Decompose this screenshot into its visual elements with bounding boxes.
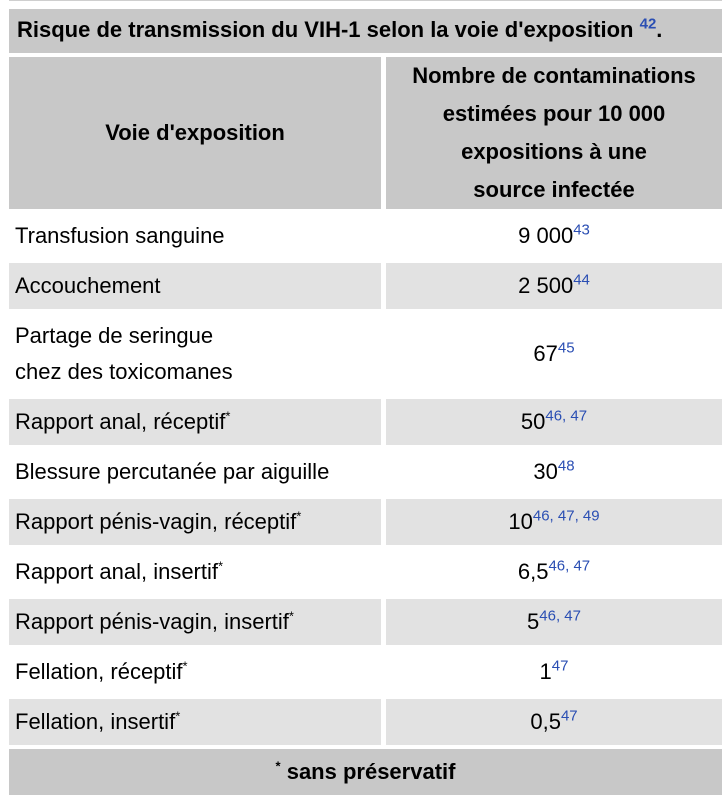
table-row	[9, 649, 722, 695]
footer-row	[9, 749, 722, 795]
table-row	[9, 213, 722, 259]
reference-link[interactable]: 44	[573, 271, 590, 289]
footnote-text: sans préservatif	[286, 759, 456, 784]
caption-reference-link[interactable]: 42	[639, 15, 657, 33]
value-text: 6,5	[517, 559, 549, 584]
reference-link[interactable]: 47	[551, 657, 569, 675]
route-label-line: chez des toxicomanes	[15, 359, 233, 384]
reference-link[interactable]: 46, 47	[539, 607, 581, 625]
asterisk-note: *	[296, 508, 302, 524]
route-label: Rapport pénis-vagin, insertif	[15, 609, 289, 634]
value-text: 30	[533, 459, 558, 484]
reference-link[interactable]: 47	[560, 707, 578, 725]
value-text: 10	[508, 509, 533, 534]
contamination-value	[381, 599, 722, 645]
route-label: Accouchement	[15, 273, 161, 298]
value-text: 2 500	[518, 273, 574, 298]
contamination-value	[381, 213, 722, 259]
caption-text: Risque de transmission du VIH-1 selon la voie d'exposition	[17, 17, 634, 42]
contamination-value	[381, 263, 722, 309]
exposure-route	[9, 213, 381, 259]
footnote	[9, 749, 722, 795]
exposure-route	[9, 263, 381, 309]
route-label: Transfusion sanguine	[15, 223, 225, 248]
value-text: 67	[533, 341, 558, 366]
asterisk-note: *	[218, 558, 224, 574]
exposure-route	[9, 313, 381, 395]
asterisk-note: *	[182, 658, 188, 674]
contamination-value	[381, 313, 722, 395]
top-divider	[9, 0, 722, 1]
table-row	[9, 549, 722, 595]
table-row	[9, 599, 722, 645]
header-line: Nombre de contaminations	[412, 63, 696, 88]
exposure-route	[9, 449, 381, 495]
value-text: 0,5	[530, 709, 561, 734]
table-row	[9, 699, 722, 745]
header-line: expositions à une	[461, 139, 647, 164]
exposure-route	[9, 499, 381, 545]
header-exposure-route: Voie d'exposition	[9, 57, 381, 209]
reference-link[interactable]: 46, 47	[548, 557, 591, 575]
contamination-value	[381, 399, 722, 445]
contamination-value	[381, 699, 722, 745]
reference-link[interactable]: 46, 47, 49	[532, 507, 600, 525]
header-contamination-count	[381, 57, 722, 209]
reference-link[interactable]: 45	[557, 339, 575, 357]
route-label: Rapport anal, réceptif	[15, 409, 226, 434]
contamination-value	[381, 549, 722, 595]
route-label: Rapport anal, insertif	[15, 559, 218, 584]
caption-end: .	[656, 17, 663, 42]
asterisk-note: *	[225, 408, 231, 424]
route-label: Rapport pénis-vagin, réceptif	[15, 509, 297, 534]
value-text: 1	[539, 659, 552, 684]
reference-link[interactable]: 43	[573, 221, 590, 239]
table-caption	[9, 9, 722, 53]
exposure-route	[9, 399, 381, 445]
asterisk-note: *	[288, 608, 294, 624]
table-row	[9, 449, 722, 495]
reference-link[interactable]: 48	[557, 457, 575, 475]
route-label-line: Partage de seringue	[15, 323, 214, 348]
exposure-route	[9, 699, 381, 745]
exposure-route	[9, 599, 381, 645]
contamination-value	[381, 499, 722, 545]
route-label: Blessure percutanée par aiguille	[15, 459, 330, 484]
asterisk-note: *	[175, 708, 181, 724]
route-label: Fellation, insertif	[15, 709, 176, 734]
exposure-route	[9, 549, 381, 595]
table-row	[9, 263, 722, 309]
transmission-risk-table	[9, 9, 722, 799]
route-label: Fellation, réceptif	[15, 659, 183, 684]
value-text: 50	[520, 409, 546, 434]
table-row	[9, 313, 722, 395]
contamination-value	[381, 449, 722, 495]
header-row	[9, 57, 722, 209]
value-text: 9 000	[518, 223, 574, 248]
contamination-value	[381, 649, 722, 695]
table-row	[9, 499, 722, 545]
value-text: 5	[527, 609, 540, 634]
footnote-asterisk: *	[275, 758, 281, 774]
table-row	[9, 399, 722, 445]
header-line: source infectée	[473, 177, 635, 202]
exposure-route	[9, 649, 381, 695]
reference-link[interactable]: 46, 47	[545, 407, 588, 425]
header-line: estimées pour 10 000	[442, 101, 666, 126]
